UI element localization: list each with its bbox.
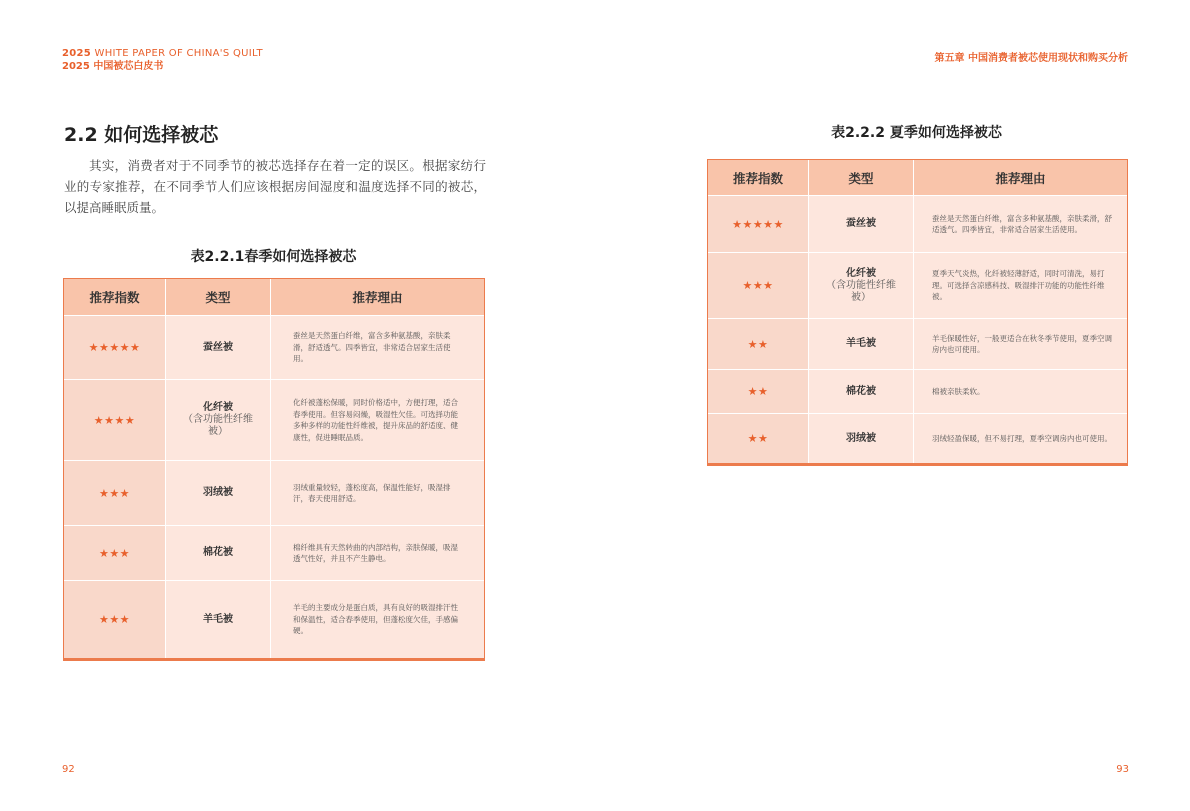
star-rating: ★★★ — [64, 526, 166, 581]
table-row — [64, 461, 484, 526]
quilt-type — [809, 319, 914, 370]
quilt-type — [809, 253, 914, 319]
table2-header-reason: 推荐理由 — [914, 160, 1127, 196]
reason-text: 羊毛保暖性好，一般更适合在秋冬季节使用，夏季空调房内也可使用。 — [914, 319, 1127, 370]
star-rating: ★★★ — [708, 253, 809, 319]
quilt-type — [166, 380, 271, 461]
page-number-left: 92 — [62, 764, 75, 775]
quilt-type-name: 化纤被 — [846, 267, 876, 279]
chapter-title: 第五章 中国消费者被芯使用现状和购买分析 — [934, 53, 1128, 64]
reason-text: 棉纤维具有天然转曲的内部结构，亲肤保暖，吸湿透气性好，并且不产生静电。 — [271, 526, 484, 581]
reason-text: 蚕丝是天然蛋白纤维，富含多种氨基酸，亲肤柔滑，舒适透气。四季皆宜，非常适合居家生活使用。 — [271, 316, 484, 380]
table1-header-reason: 推荐理由 — [271, 279, 484, 316]
header-title-en-text: WHITE PAPER OF CHINA'S QUILT — [94, 48, 263, 59]
quilt-type — [809, 370, 914, 414]
quilt-type-note: （含功能性纤维被） — [826, 279, 896, 303]
table1 — [63, 278, 485, 661]
header-title-cn: 2025 中国被芯白皮书 — [62, 61, 164, 72]
table-row — [64, 526, 484, 581]
table1-header-row — [64, 279, 484, 316]
quilt-type-name: 羽绒被 — [846, 432, 876, 444]
table-row — [64, 316, 484, 380]
star-rating: ★★ — [708, 319, 809, 370]
quilt-type-name: 羊毛被 — [846, 338, 876, 349]
reason-text: 化纤被蓬松保暖，同时价格适中，方便打理，适合春季使用。但容易闷燥，吸湿性欠佳。可选择功能多种多样的功能性纤维被，提升床品的舒适度、健康性，促进睡眠品质。 — [271, 380, 484, 461]
table-row — [64, 380, 484, 461]
table-row — [708, 414, 1127, 463]
quilt-type-name: 羽绒被 — [203, 487, 233, 498]
page-number-right: 93 — [1116, 764, 1129, 775]
table1-header-type: 类型 — [166, 279, 271, 316]
quilt-type — [809, 414, 914, 463]
reason-text: 羊毛的主要成分是蛋白质，具有良好的吸湿排汗性和保温性，适合春季使用，但蓬松度欠佳，手感偏硬。 — [271, 581, 484, 658]
reason-text: 羽绒轻盈保暖，但不易打理，夏季空调房内也可使用。 — [914, 414, 1127, 463]
quilt-type — [166, 461, 271, 526]
quilt-type — [166, 581, 271, 658]
table-row — [708, 319, 1127, 370]
star-rating: ★★ — [708, 370, 809, 414]
section-title: 2.2 如何选择被芯 — [64, 124, 219, 146]
quilt-type-name: 羊毛被 — [203, 613, 233, 625]
star-rating: ★★★★ — [64, 380, 166, 461]
quilt-type — [166, 316, 271, 380]
table2 — [707, 159, 1128, 466]
header-year: 2025 — [62, 48, 92, 59]
quilt-type-name: 棉花被 — [846, 385, 876, 397]
reason-text: 棉被亲肤柔软。 — [914, 370, 1127, 414]
quilt-type — [166, 526, 271, 581]
quilt-type-name: 蚕丝被 — [846, 218, 876, 229]
table-row — [708, 370, 1127, 414]
reason-text: 羽绒重量较轻，蓬松度高，保温性能好，吸湿排汗，春天使用舒适。 — [271, 461, 484, 526]
quilt-type-name: 棉花被 — [203, 547, 233, 558]
table1-title: 表2.2.1春季如何选择被芯 — [190, 249, 357, 265]
star-rating: ★★★★★ — [708, 196, 809, 253]
reason-text: 夏季天气炎热，化纤被轻薄舒适，同时可清洗，易打理。可选择含凉感科技、吸湿排汗功能的功能性纤维被。 — [914, 253, 1127, 319]
section-body: 其实，消费者对于不同季节的被芯选择存在着一定的误区。根据家纺行业的专家推荐，在不同季节人们应该根据房间湿度和温度选择不同的被芯，以提高睡眠质量。 — [64, 158, 486, 215]
quilt-type-name: 蚕丝被 — [203, 341, 233, 353]
table-row — [708, 253, 1127, 319]
quilt-type — [809, 196, 914, 253]
star-rating: ★★★ — [64, 581, 166, 658]
star-rating: ★★★ — [64, 461, 166, 526]
header-left — [62, 48, 263, 73]
table2-title: 表2.2.2 夏季如何选择被芯 — [831, 125, 1002, 141]
reason-text: 蚕丝是天然蛋白纤维，富含多种氨基酸，亲肤柔滑，舒适透气。四季皆宜，非常适合居家生活使用。 — [914, 196, 1127, 253]
table2-header-rating: 推荐指数 — [708, 160, 809, 196]
table-row — [64, 581, 484, 658]
header-title-en — [62, 48, 263, 60]
table2-header-row — [708, 160, 1127, 196]
table2-header-type: 类型 — [809, 160, 914, 196]
quilt-type-name: 化纤被 — [203, 402, 233, 413]
star-rating: ★★ — [708, 414, 809, 463]
star-rating: ★★★★★ — [64, 316, 166, 380]
table-row — [708, 196, 1127, 253]
table1-header-rating: 推荐指数 — [64, 279, 166, 316]
quilt-type-note: （含功能性纤维被） — [183, 414, 253, 437]
